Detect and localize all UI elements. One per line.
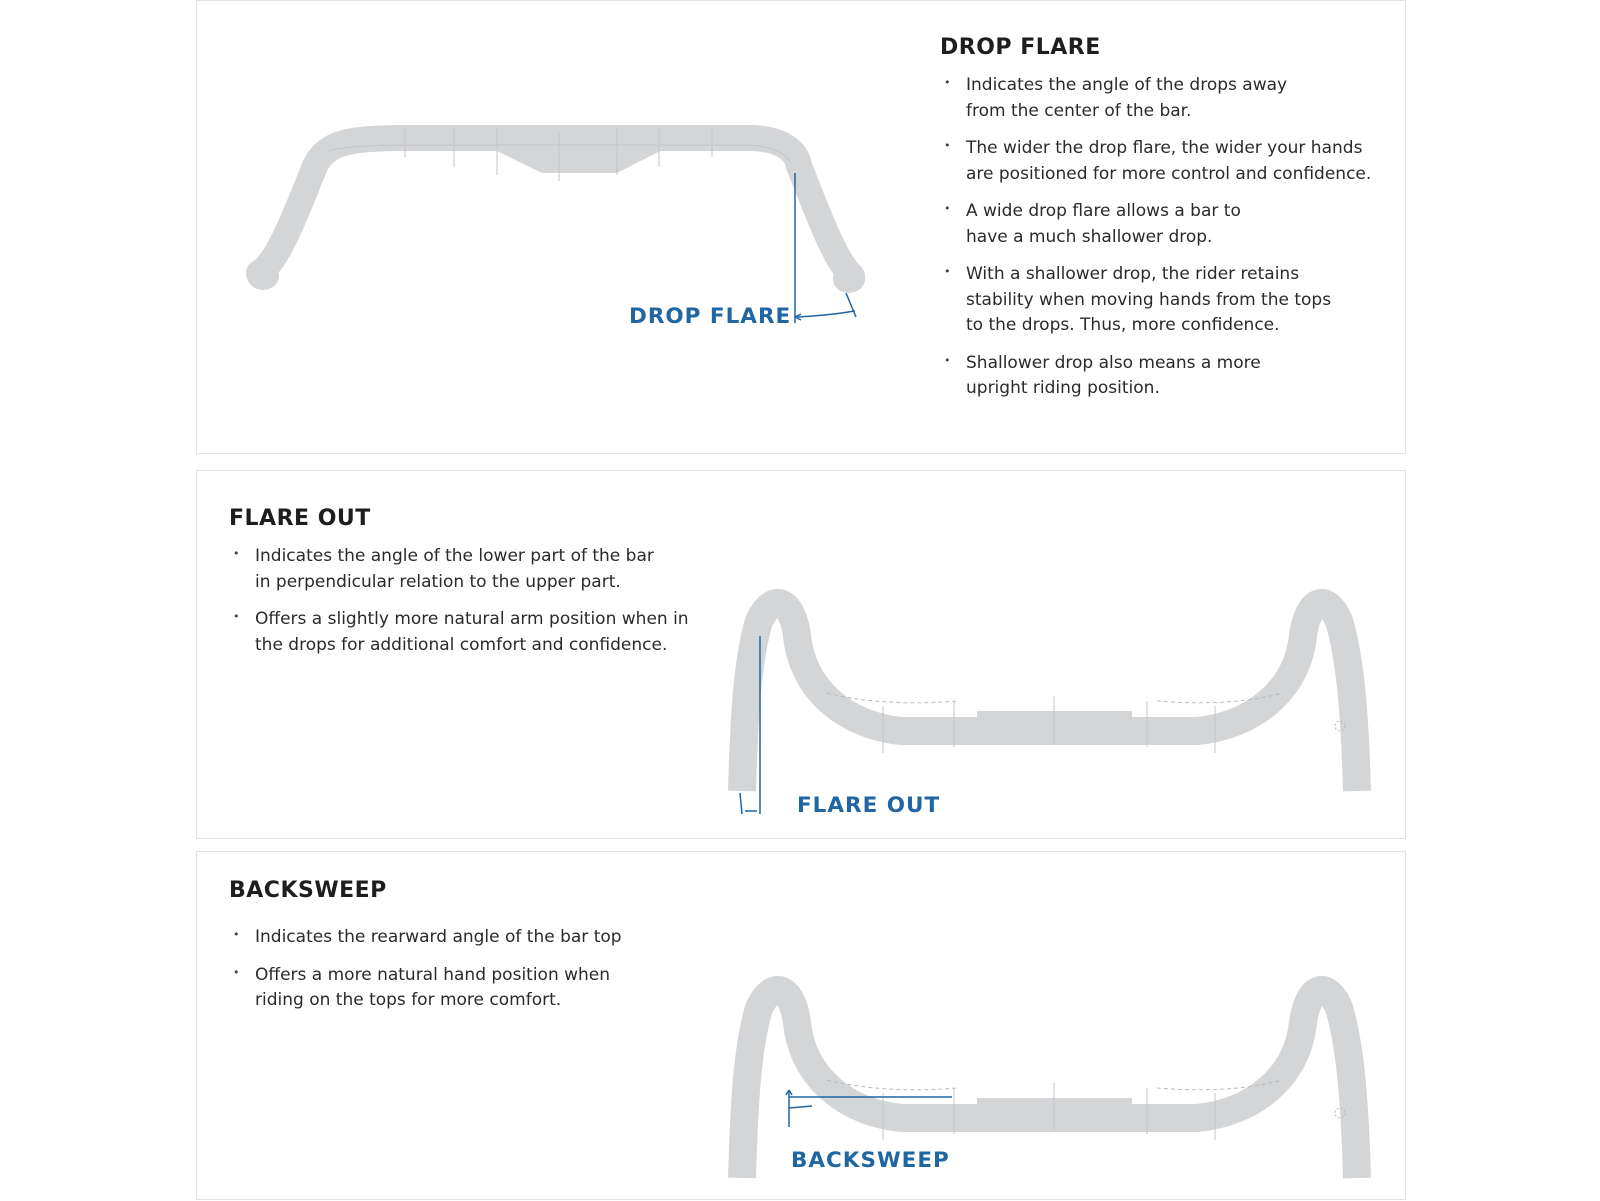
flare-out-bullet: • Offers a slightly more natural arm position when in the drops for additional comfort and confidence. — [229, 607, 699, 658]
backsweep-label: BACKSWEEP — [791, 1148, 950, 1173]
drop-flare-handlebar-diagram — [197, 1, 887, 401]
backsweep-heading: BACKSWEEP — [229, 878, 387, 903]
flare-out-panel — [196, 470, 1406, 839]
drop-flare-label: DROP FLARE — [629, 304, 792, 329]
flare-out-handlebar-diagram — [197, 471, 1407, 840]
flare-out-heading: FLARE OUT — [229, 506, 371, 531]
drop-flare-bullet: • The wider the drop flare, the wider your hands are positioned for more control and confidence. — [940, 136, 1400, 187]
flare-out-label: FLARE OUT — [797, 793, 941, 818]
drop-flare-bullet: • A wide drop flare allows a bar to have a much shallower drop. — [940, 199, 1400, 250]
drop-flare-bullet: • With a shallower drop, the rider retains stability when moving hands from the tops to the drops. Thus, more confidence. — [940, 262, 1400, 339]
drop-flare-heading: DROP FLARE — [940, 35, 1101, 60]
backsweep-bullet: • Indicates the rearward angle of the bar top — [229, 925, 699, 951]
drop-flare-bullet: • Indicates the angle of the drops away from the center of the bar. — [940, 73, 1400, 124]
drop-flare-bullet-list — [940, 73, 1400, 414]
handlebar-front-view — [247, 127, 865, 293]
handlebar-top-view — [742, 603, 1357, 791]
backsweep-panel — [196, 851, 1406, 1200]
flare-out-bullet: • Indicates the angle of the lower part of the bar in perpendicular relation to the upper part. — [229, 544, 699, 595]
drop-flare-panel — [196, 0, 1406, 454]
backsweep-bullet: • Offers a more natural hand position when riding on the tops for more comfort. — [229, 963, 699, 1014]
drop-flare-bullet: • Shallower drop also means a more upright riding position. — [940, 351, 1400, 402]
